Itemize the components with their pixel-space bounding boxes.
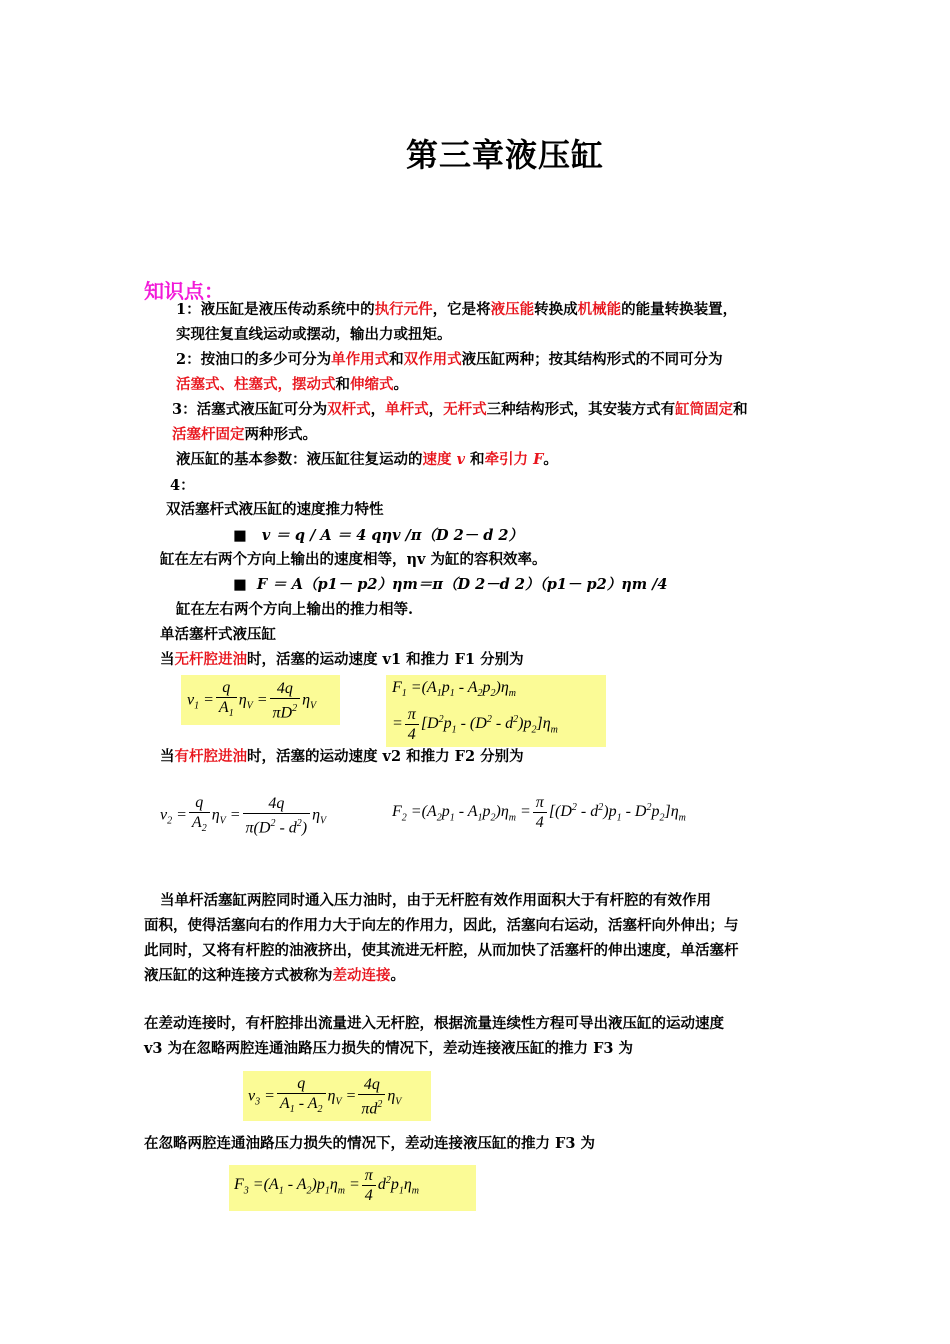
term-cylinder-fixed: 缸筒固定 [675,401,734,418]
text: 。 [390,967,405,984]
text: 和 [335,376,350,393]
speed-para-line-1: 在差动连接时，有杆腔排出流量进入无杆腔，根据流量连续性方程可导出液压缸的运动速度 [144,1015,724,1032]
text: 。 [393,376,408,393]
text: 3：活塞式液压缸可分为 [172,401,328,418]
text: 的能量转换装置， [621,301,738,318]
text: 三种结构形式，其安装方式有 [486,401,676,418]
term-rod-inlet: 有杆腔进油 [174,748,247,765]
symbol-F: F [533,451,544,468]
text: 时，活塞的运动速度 v2 和推力 F2 分别为 [247,748,524,765]
term-speed: 速度 [422,451,452,468]
equation-F1: $F_1 =(A_1p_1 - A_2p_2)\eta_m$ = $\frac{\pi}{4}$ $[D^2p_1 - (D^2 - d^2)p_2]\eta_m$ [386,675,606,747]
case-2-text [160,747,524,767]
term-single-rod: 单杆式 [385,401,429,418]
case-1-text [160,650,524,670]
formula-F-line [233,575,668,595]
double-rod-title: 双活塞杆式液压缸的速度推力特性 [166,501,384,518]
formula-v: v ＝ q / A ＝ 4 qηv /π（D 2－ d 2） [261,527,523,544]
diff-para-line-3: 此同时，又将有杆腔的油液挤出，使其流进无杆腔，从而加快了活塞杆的伸出速度，单活塞杆 [144,942,739,959]
text: 和 [733,401,748,418]
text: 两种形式。 [244,426,317,443]
text: 和 [389,351,404,368]
section-heading: 知识点： [144,279,224,303]
text: 时，活塞的运动速度 v1 和推力 F1 分别为 [247,651,524,668]
text: 1：液压缸是液压传动系统中的 [176,301,375,318]
text: 当 [160,651,175,668]
text: 转换成 [534,301,578,318]
speed-para-line-2: v3 为在忽略两腔连通油路压力损失的情况下，差动连接液压缸的推力 F3 为 [144,1040,634,1057]
single-rod-title: 单活塞杆式液压缸 [160,626,276,643]
bullet-square-icon: ■ [233,527,247,544]
equation-v1: $v_1$ = $\frac{q}{A_1}$ $\eta_V$ = $\frac{4q}{\pi D^2}$ $\eta_V$ [181,675,340,725]
equation-v2: $v_2$ = $\frac{q}{A_2}$ $\eta_V$ = $\frac{4q}{\pi(D^2 - d^2)}$ $\eta_V$ [160,794,327,837]
formula-v-note: 缸在左右两个方向上输出的速度相等，ηv 为缸的容积效率。 [160,551,547,568]
equation-v3: $v_3$ = $\frac{q}{A_1 - A_2}$ $\eta_V$ = $\frac{4q}{\pi d^2}$ $\eta_V$ [243,1071,431,1121]
text: ， [370,401,386,418]
term-rodless: 无杆式 [443,401,487,418]
text: 液压缸的这种连接方式被称为 [144,967,333,984]
term-rod-fixed: 活塞杆固定 [172,426,245,443]
term-single-acting: 单作用式 [331,351,390,368]
text: 和 [465,451,485,468]
term-actuator: 执行元件 [374,301,433,318]
term-hydraulic-energy: 液压能 [490,301,535,318]
term-structures: 活塞式、柱塞式，摆动式 [176,376,336,393]
point-3-line-1 [172,400,748,420]
term-telescopic: 伸缩式 [350,376,394,393]
point-1-line-2: 实现往复直线运动或摆动，输出力或扭矩。 [176,326,452,343]
equation-F2: $F_2 =(A_2p_1 - A_1p_2)\eta_m$ = $\frac{\pi}{4}$ $[(D^2 - d^2)p_1 - D^2p_2]\eta_m$ [392,794,686,831]
point-2-line-1 [176,350,723,370]
term-double-acting: 双作用式 [403,351,462,368]
text: 液压缸两种；按其结构形式的不同可分为 [461,351,723,368]
basic-parameters [176,450,558,470]
term-rodless-inlet: 无杆腔进油 [174,651,247,668]
equation-F3: $F_3 =(A_1 - A_2)p_1\eta_m$ = $\frac{\pi}{4}$ $d^2p_1\eta_m$ [229,1165,476,1211]
force-para: 在忽略两腔连通油路压力损失的情况下，差动连接液压缸的推力 F3 为 [144,1135,595,1152]
text: 。 [543,451,558,468]
diff-para-line-4 [144,966,405,986]
text: ，它是将 [432,301,491,318]
formula-F: F ＝ A（p1－ p2）ηm＝π（D 2－d 2）（p1－ p2）ηm /4 [256,576,668,593]
term-mechanical-energy: 机械能 [577,301,622,318]
text: ， [428,401,444,418]
point-1-line-1 [176,300,737,320]
text: 液压缸的基本参数：液压缸往复运动的 [176,451,423,468]
diff-para-line-1: 当单杆活塞缸两腔同时通入压力油时，由于无杆腔有效作用面积大于有杆腔的有效作用 [160,892,711,909]
bullet-square-icon: ■ [233,576,247,593]
formula-v-line [233,526,523,546]
point-4-label: 4： [170,477,195,494]
term-double-rod: 双杆式 [327,401,371,418]
text: 2：按油口的多少可分为 [176,351,332,368]
symbol-v: v [456,451,465,468]
formula-F-note: 缸在左右两个方向上输出的推力相等. [176,601,414,618]
point-3-line-2 [172,425,317,445]
term-differential-connection: 差动连接 [332,967,391,984]
diff-para-line-2: 面积，使得活塞向右的作用力大于向左的作用力，因此，活塞向右运动，活塞杆向外伸出；与 [144,917,739,934]
page-title: 第三章液压缸 [406,136,605,174]
point-2-line-2 [176,375,408,395]
term-traction-force: 牵引力 [484,451,529,468]
text: 当 [160,748,175,765]
